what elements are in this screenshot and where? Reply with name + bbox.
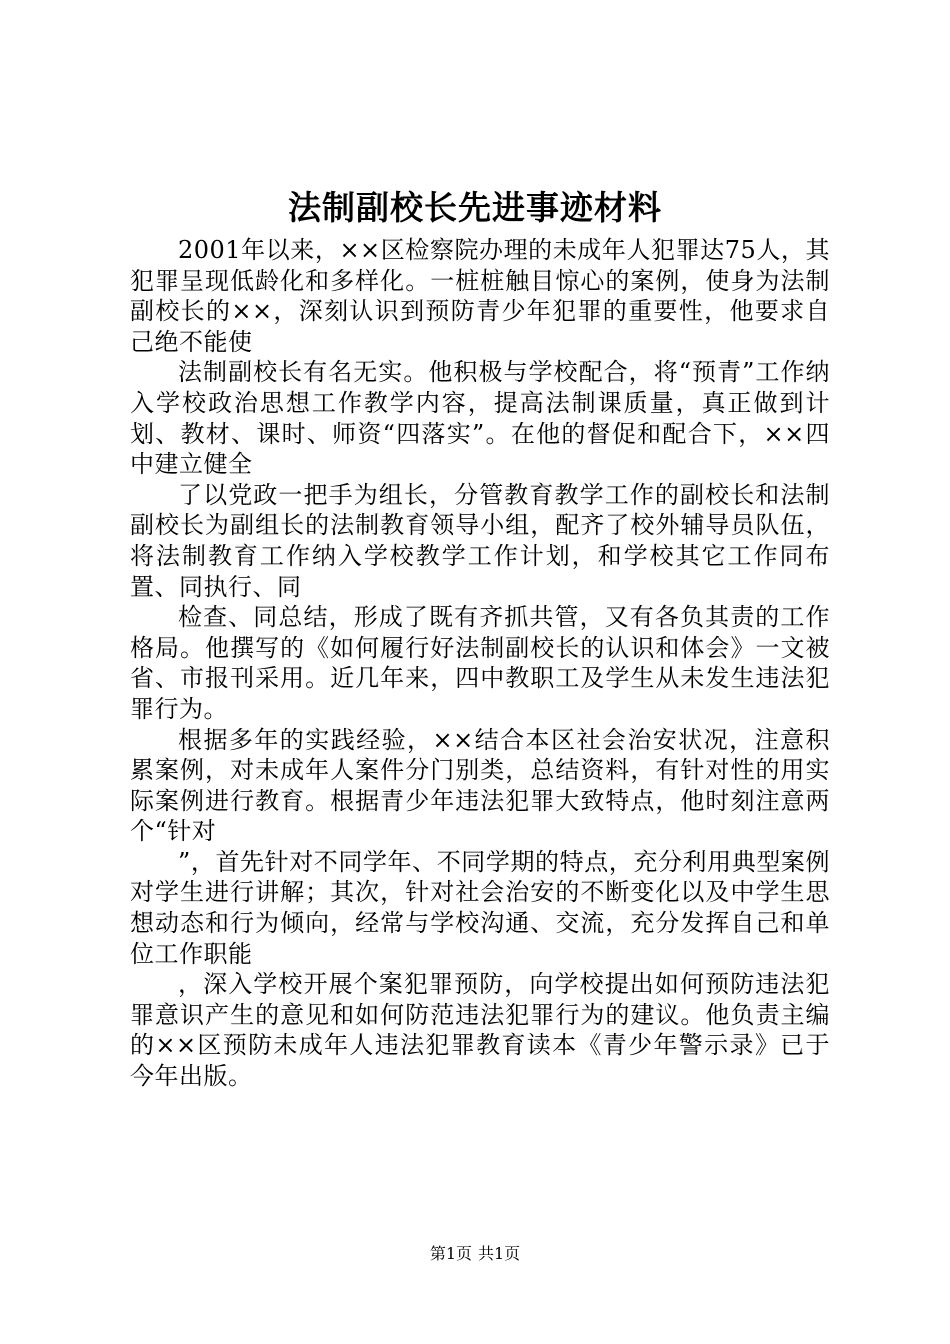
paragraph: 了以党政一把手为组长，分管教育教学工作的副校长和法制副校长为副组长的法制教育领导小组，配齐了校外辅导员队伍，将法制教育工作纳入学校教学工作计划，和学校其它工作同布置、同执行、同 (130, 480, 830, 601)
paragraph: ，深入学校开展个案犯罪预防，向学校提出如何预防违法犯罪意识产生的意见和如何防范违法犯罪行为的建议。他负责主编的××区预防未成年人违法犯罪教育读本《青少年警示录》已于今年出版。 (130, 970, 830, 1091)
paragraph: 法制副校长有名无实。他积极与学校配合，将“预青”工作纳入学校政治思想工作教学内容，提高法制课质量，真正做到计划、教材、课时、师资“四落实”。在他的督促和配合下，××四中建立健全 (130, 358, 830, 479)
paragraph: ”，首先针对不同学年、不同学期的特点，充分利用典型案例对学生进行讲解；其次，针对社会治安的不断变化以及中学生思想动态和行为倾向，经常与学校沟通、交流，充分发挥自己和单位工作职能 (130, 847, 830, 968)
paragraph: 根据多年的实践经验，××结合本区社会治安状况，注意积累案例，对未成年人案件分门别类，总结资料，有针对性的用实际案例进行教育。根据青少年违法犯罪大致特点，他时刻注意两个“针对 (130, 725, 830, 846)
document-title: 法制副校长先进事迹材料 (288, 188, 662, 227)
page-number: 第1页 (429, 1244, 472, 1263)
paragraph: 2001年以来，××区检察院办理的未成年人犯罪达75人，其犯罪呈现低龄化和多样化。一桩桩触目惊心的案例，使身为法制副校长的××，深刻认识到预防青少年犯罪的重要性，他要求自己绝不能使 (130, 236, 830, 356)
document-body (130, 235, 830, 1092)
page-footer (0, 1244, 950, 1264)
page-total: 共1页 (478, 1244, 521, 1263)
paragraph: 检查、同总结，形成了既有齐抓共管，又有各负其责的工作格局。他撰写的《如何履行好法制副校长的认识和体会》一文被省、市报刊采用。近几年来，四中教职工及学生从未发生违法犯罪行为。 (130, 603, 830, 723)
